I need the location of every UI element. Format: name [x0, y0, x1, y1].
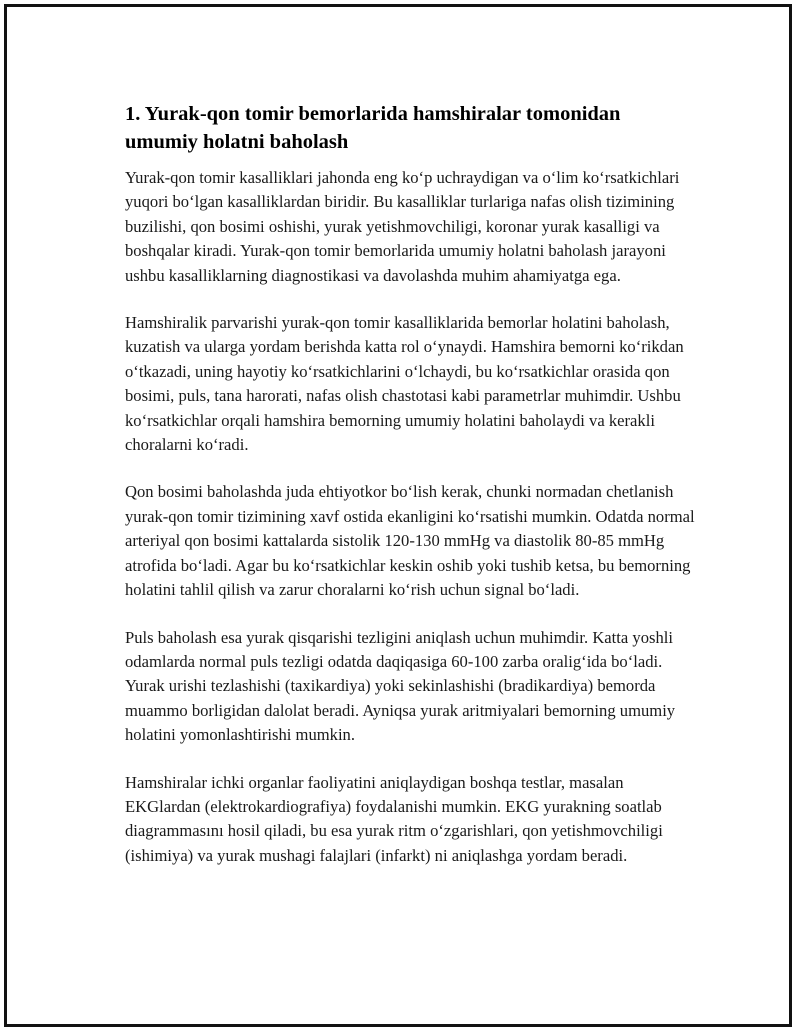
paragraph-blood-pressure: Qon bosimi baholashda juda ehtiyotkor boʻlish kerak, chunki normadan chetlanish yurak-qon tomir tizimining xavf ostida ekanligini koʻrsatishi mumkin. Odatda normal arteriyal qon bosimi kattalarda sistolik 120-130 mmHg va diastolik 80-85 mmHg atrofida boʻladi. Agar bu koʻrsatkichlar keskin oshib yoki tushib ketsa, bu bemorning holatini tahlil qilish va zarur choralarni koʻrish uchun signal boʻladi.: [125, 482, 695, 600]
document-body: [125, 100, 695, 891]
section-heading: 1. Yurak-qon tomir bemorlarida hamshiralar tomonidan umumiy holatni baholash: [125, 103, 621, 153]
paragraph-ecg: Hamshiralar ichki organlar faoliyatini aniqlaydigan boshqa testlar, masalan EKGlardan (elektrokardiografiya) foydalanishi mumkin. EKG yurakning soatlab diagrammasını hosil qiladi, bu esa yurak ritm oʻzgarishlari, qon yetishmovchiligi (ishimiya) va yurak mushagi falajlari (infarkt) ni aniqlashga yordam beradi.: [125, 772, 663, 865]
page-frame: [4, 4, 792, 1027]
paragraph-nursing-care: Hamshiralik parvarishi yurak-qon tomir kasalliklarida bemorlar holatini baholash, kuzatish va ularga yordam berishda katta rol oʻynaydi. Hamshira bemorni koʻrikdan oʻtkazadi, uning hayotiy koʻrsatkichlarini oʻlchaydi, bu koʻrsatkichlar orasida qon bosimi, puls, tana harorati, nafas olish chastotasi kabi parametrlar muhimdir. Ushbu koʻrsatkichlar orqali hamshira bemorning umumiy holatini baholaydi va kerakli choralarni koʻradi.: [125, 313, 684, 455]
paragraph-pulse: Puls baholash esa yurak qisqarishi tezligini aniqlash uchun muhimdir. Katta yoshli odamlarda normal puls tezligi odatda daqiqasiga 60-100 zarba oraligʻida boʻladi. Yurak urishi tezlashishi (taxikardiya) yoki sekinlashishi (bradikardiya) bemorda muammo borligidan dalolat beradi. Ayniqsa yurak aritmiyalari bemorning umumiy holatini yomonlashtirishi mumkin.: [125, 627, 676, 745]
paragraph-intro: Yurak-qon tomir kasalliklari jahonda eng koʻp uchraydigan va oʻlim koʻrsatkichlari yuqori boʻlgan kasalliklardan biridir. Bu kasalliklar turlariga nafas olish tizimining buzilishi, qon bosimi oshishi, yurak yetishmovchiligi, koronar yurak kasalligi va boshqalar kiradi. Yurak-qon tomir bemorlarida umumiy holatni baholash jarayoni ushbu kasalliklarning diagnostikasi va davolashda muhim ahamiyatga ega.: [125, 168, 680, 285]
